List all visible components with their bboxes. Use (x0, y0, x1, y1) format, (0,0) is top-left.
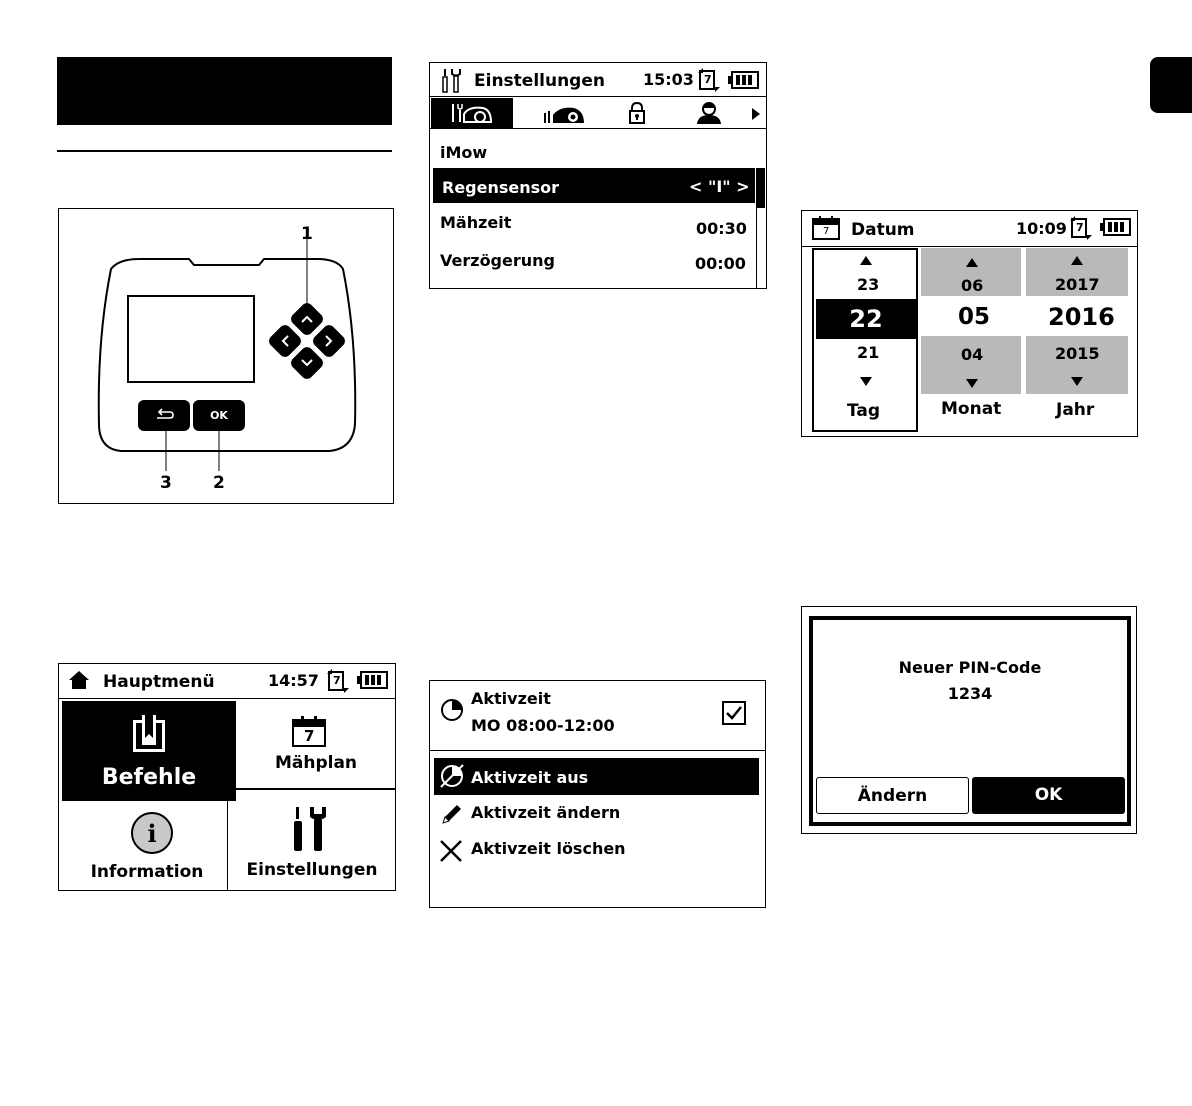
tile-befehle[interactable]: Befehle (62, 701, 236, 801)
callout-1: 1 (301, 224, 313, 244)
checkbox-checked[interactable] (722, 701, 746, 725)
down-arrow-icon[interactable] (1071, 377, 1083, 386)
pin-dialog-screen (801, 606, 1137, 834)
day-selected: 22 (816, 299, 916, 339)
tile-information[interactable]: i Information (60, 803, 226, 891)
up-arrow-icon[interactable] (860, 256, 872, 265)
calendar-icon: 7 (811, 215, 841, 241)
tile-divider-horizontal (227, 788, 396, 790)
device-figure (58, 208, 394, 504)
menu-item-label: Aktivzeit aus (471, 768, 589, 787)
dpad-right-button[interactable] (315, 325, 343, 357)
date-title: Datum (851, 220, 915, 240)
callout-2: 2 (213, 473, 225, 493)
month-picker[interactable] (919, 248, 1022, 432)
dpad-left-button[interactable] (269, 325, 297, 357)
page-tab-marker (1150, 57, 1192, 113)
down-arrow-icon[interactable] (860, 377, 872, 386)
clock-off-icon (439, 763, 465, 789)
month-label: Monat (941, 399, 1002, 419)
settings-row-rain-sensor[interactable] (433, 168, 755, 203)
settings-row-delay[interactable] (433, 245, 755, 281)
row-label: Mähzeit (440, 213, 512, 232)
year-label: Jahr (1056, 400, 1095, 420)
menu-item-label: Aktivzeit löschen (471, 839, 626, 858)
info-icon (130, 811, 174, 855)
menu-item-activetime-delete[interactable] (434, 833, 759, 869)
menu-item-label: Aktivzeit ändern (471, 803, 621, 822)
battery-icon (356, 671, 388, 689)
robot-mower-icon (542, 103, 586, 125)
main-menu-title: Hauptmenü (103, 672, 215, 692)
section-title-bar (57, 57, 392, 125)
calendar-icon: 7 (291, 715, 327, 747)
tab-robot[interactable] (514, 98, 598, 128)
year-below: 2015 (1055, 344, 1100, 363)
tools-icon (290, 805, 332, 855)
svg-text:i: i (147, 819, 157, 848)
up-arrow-icon[interactable] (966, 258, 978, 267)
activetime-screen (429, 680, 766, 908)
row-value: < "I" > (689, 177, 750, 196)
home-icon (68, 670, 90, 690)
date-time: 10:09 (1016, 219, 1067, 238)
row-label: Verzögerung (440, 251, 555, 270)
close-icon (438, 838, 464, 864)
menu-item-activetime-edit[interactable] (434, 796, 759, 832)
scrollbar-thumb[interactable] (757, 168, 765, 208)
row-value: 00:30 (696, 219, 747, 238)
sync-calendar-icon: 7 (697, 67, 721, 93)
activetime-period: MO 08:00-12:00 (471, 716, 615, 735)
battery-icon (1099, 218, 1131, 236)
main-menu-screen (58, 663, 396, 891)
month-selected: 05 (958, 304, 991, 330)
up-arrow-icon[interactable] (1071, 256, 1083, 265)
settings-row-mow-time[interactable] (433, 206, 755, 242)
tools-icon (442, 68, 462, 94)
sync-calendar-icon: 7 (1069, 215, 1093, 241)
settings-screen (429, 62, 767, 289)
tile-einstellungen[interactable]: Einstellungen (228, 803, 396, 891)
ok-button[interactable]: OK (972, 777, 1125, 814)
tools-robot-icon (449, 102, 493, 124)
down-arrow-icon[interactable] (966, 379, 978, 388)
day-above: 23 (857, 275, 880, 294)
tab-general-settings[interactable] (431, 98, 513, 128)
change-button[interactable]: Ändern (816, 777, 969, 814)
tab-next-arrow-icon[interactable] (751, 107, 761, 121)
month-above: 06 (961, 276, 984, 295)
battery-icon (727, 71, 759, 89)
settings-group-title: iMow (440, 143, 488, 162)
year-above: 2017 (1055, 275, 1100, 294)
tab-security[interactable] (598, 98, 678, 128)
activetime-title: Aktivzeit (471, 689, 551, 708)
date-screen (801, 210, 1138, 437)
back-arrow-icon (138, 400, 190, 431)
pin-dialog-title: Neuer PIN-Code (898, 658, 1042, 677)
menu-item-activetime-off[interactable] (434, 758, 759, 795)
section-divider (57, 150, 392, 152)
back-button[interactable] (138, 400, 190, 431)
year-picker[interactable] (1024, 248, 1130, 432)
clock-icon (440, 698, 464, 722)
tab-service[interactable] (680, 98, 748, 128)
lock-icon (628, 102, 646, 124)
settings-title: Einstellungen (474, 71, 605, 91)
commands-book-icon (131, 714, 167, 754)
service-person-icon (696, 101, 722, 125)
pencil-icon (440, 802, 464, 826)
main-menu-time: 14:57 (268, 671, 319, 690)
sync-calendar-icon: 7 (326, 668, 350, 694)
day-below: 21 (857, 343, 880, 362)
month-below: 04 (961, 345, 984, 364)
pin-dialog (809, 616, 1131, 826)
year-selected: 2016 (1048, 303, 1115, 331)
day-picker[interactable] (812, 248, 918, 432)
tile-maehplan[interactable]: 7 Mähplan (236, 701, 396, 789)
row-value: 00:00 (695, 254, 746, 273)
ok-button[interactable]: OK (193, 400, 245, 431)
row-label: Regensensor (442, 178, 560, 197)
day-label: Tag (847, 401, 881, 421)
settings-time: 15:03 (643, 70, 694, 89)
callout-3: 3 (160, 473, 172, 493)
pin-code: 1234 (947, 684, 993, 703)
